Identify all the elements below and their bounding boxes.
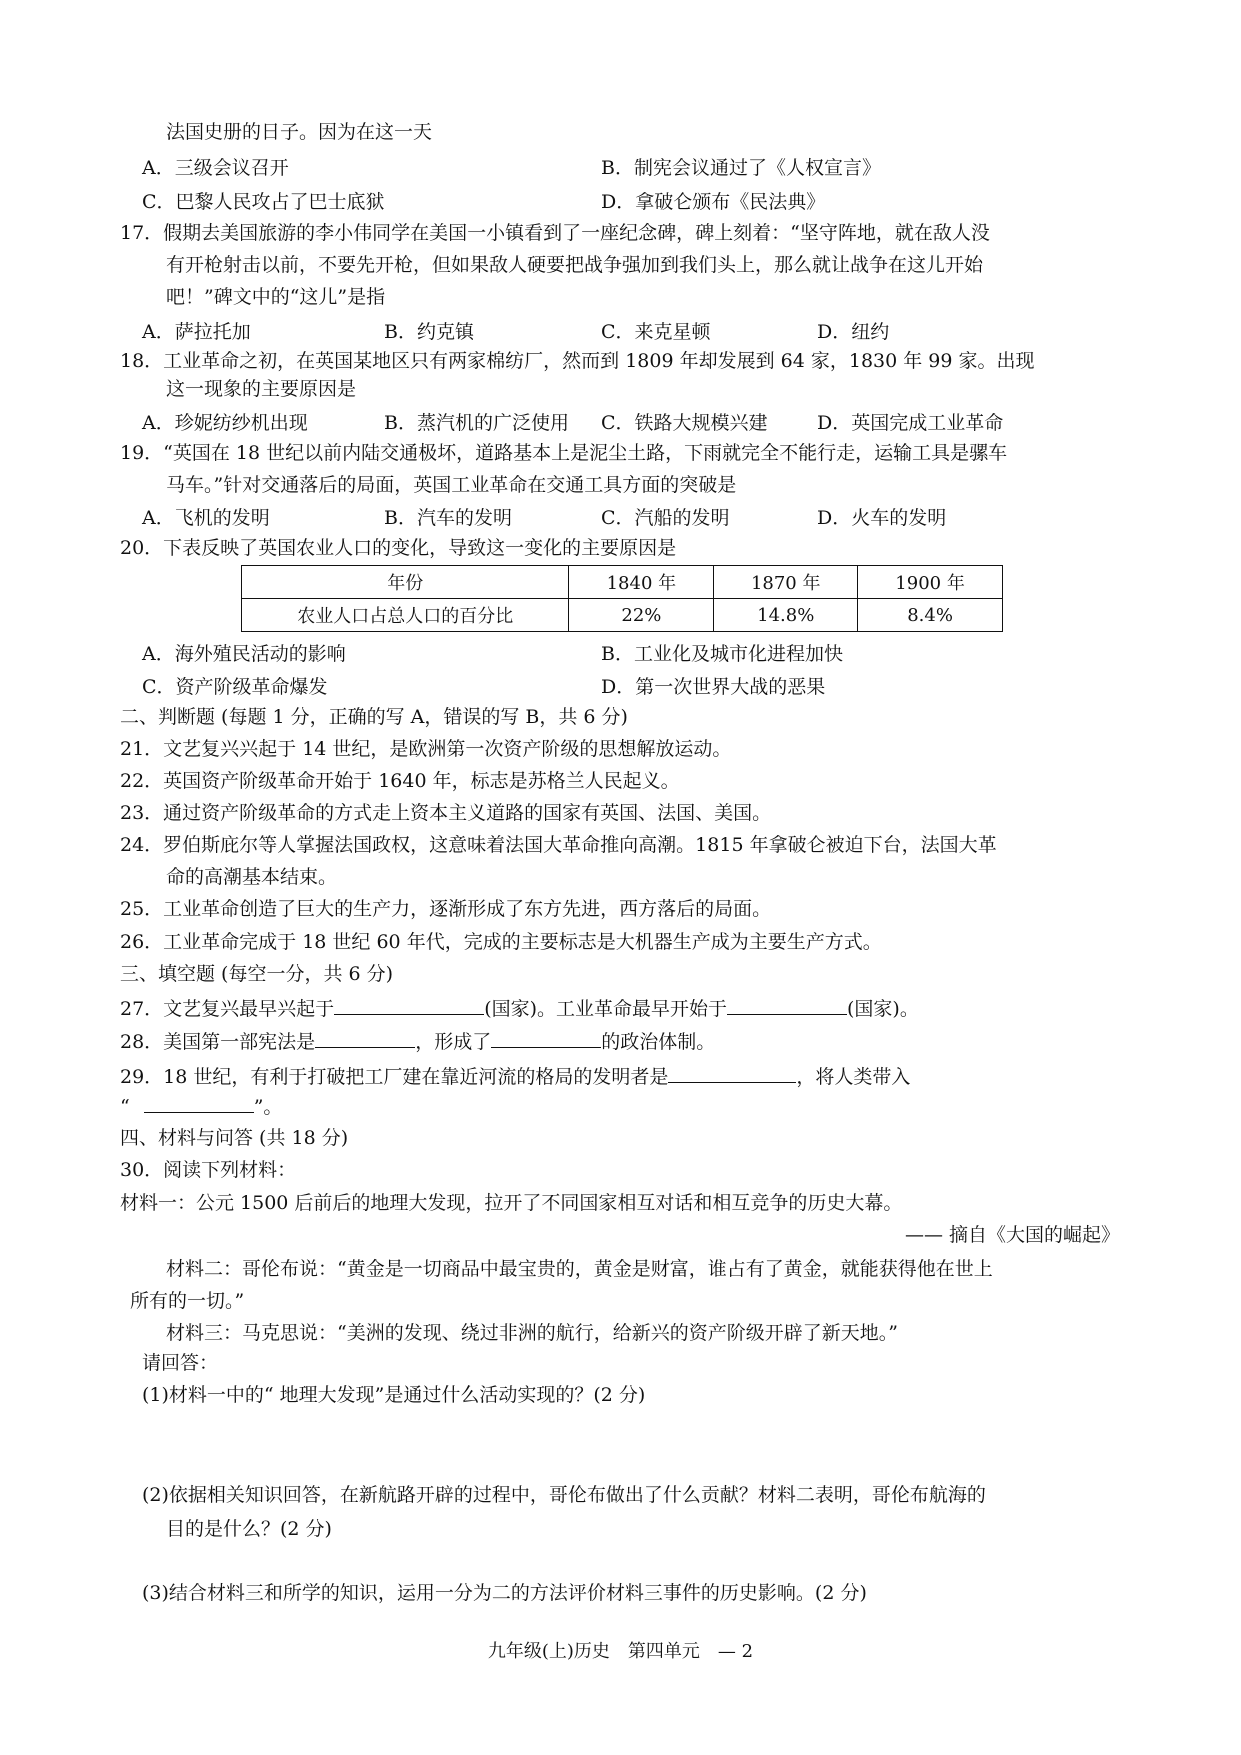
q19-option-b: B．汽车的发明 xyxy=(384,507,512,529)
q26: 26．工业革命完成于 18 世纪 60 年代，完成的主要标志是大机器生产成为主要生产方式。 xyxy=(120,931,882,953)
table-cell: 14.8% xyxy=(714,599,858,632)
sub-question-3: (3)结合材料三和所学的知识，运用一分为二的方法评价材料三事件的历史影响。(2 分) xyxy=(142,1582,867,1604)
q28-text-2: ，形成了 xyxy=(415,1031,492,1053)
material-3: 材料三：马克思说：“美洲的发现、绕过非洲的航行，给新兴的资产阶级开辟了新天地。” xyxy=(166,1322,898,1344)
q19-option-a: A．飞机的发明 xyxy=(142,507,270,529)
table-row xyxy=(242,599,1003,632)
table-cell: 22% xyxy=(569,599,714,632)
section-4-title: 四、材料与问答 (共 18 分) xyxy=(120,1127,349,1149)
q25: 25．工业革命创造了巨大的生产力，逐渐形成了东方先进，西方落后的局面。 xyxy=(120,898,772,920)
q29-text-1: 29．18 世纪，有利于打破把工厂建在靠近河流的格局的发明者是 xyxy=(120,1066,669,1088)
q18-option-a: A．珍妮纺纱机出现 xyxy=(142,412,308,434)
q19-stem-line1: 19．“英国在 18 世纪以前内陆交通极坏，道路基本上是泥尘土路，下雨就完全不能行走，运输工具是骡车 xyxy=(120,442,1008,464)
q29-text-2: ，将人类带入 xyxy=(796,1066,911,1088)
section-3-title: 三、填空题 (每空一分，共 6 分) xyxy=(120,963,394,985)
q18-stem-line1: 18．工业革命之初，在英国某地区只有两家棉纺厂，然而到 1809 年却发展到 64 家，1830 年 99 家。出现 xyxy=(120,350,1035,372)
q20-stem: 20．下表反映了英国农业人口的变化，导致这一变化的主要原因是 xyxy=(120,537,677,559)
page-footer: 九年级(上)历史 第四单元 — 2 xyxy=(487,1641,754,1662)
q27-text-3: (国家)。 xyxy=(847,998,919,1020)
table-cell: 1840 年 xyxy=(569,566,714,599)
q22: 22．英国资产阶级革命开始于 1640 年，标志是苏格兰人民起义。 xyxy=(120,770,680,792)
q20-option-c: C．资产阶级革命爆发 xyxy=(142,676,328,698)
q24-line1: 24．罗伯斯庇尔等人掌握法国政权，这意味着法国大革命推向高潮。1815 年拿破仑被迫下台，法国大革 xyxy=(120,834,997,856)
q19-stem-line2: 马车。”针对交通落后的局面，英国工业革命在交通工具方面的突破是 xyxy=(166,474,737,496)
material-1: 材料一：公元 1500 后前后的地理大发现，拉开了不同国家相互对话和相互竞争的历史大幕。 xyxy=(120,1192,903,1214)
q20-option-b: B．工业化及城市化进程加快 xyxy=(601,643,843,665)
sub-question-2-line1: (2)依据相关知识回答，在新航路开辟的过程中，哥伦布做出了什么贡献？材料二表明，哥伦布航海的 xyxy=(142,1484,986,1506)
q29-answer-blank-1[interactable] xyxy=(668,1062,796,1083)
q17-stem-line3: 吧！”碑文中的“这儿”是指 xyxy=(166,286,386,308)
table-cell: 农业人口占总人口的百分比 xyxy=(242,599,569,632)
q16-option-c: C．巴黎人民攻占了巴士底狱 xyxy=(142,191,385,213)
q17-option-a: A．萨拉托加 xyxy=(142,321,251,343)
q16-option-d: D．拿破仑颁布《民法典》 xyxy=(601,191,826,213)
q29-line2 xyxy=(120,1092,282,1120)
section-2-title: 二、判断题 (每题 1 分，正确的写 A，错误的写 B，共 6 分) xyxy=(120,706,628,728)
table-cell: 1900 年 xyxy=(858,566,1003,599)
q18-stem-line2: 这一现象的主要原因是 xyxy=(166,378,357,400)
q16-option-b: B．制宪会议通过了《人权宣言》 xyxy=(601,157,881,179)
table-cell: 年份 xyxy=(242,566,569,599)
q23: 23．通过资产阶级革命的方式走上资本主义道路的国家有英国、法国、美国。 xyxy=(120,802,772,824)
answer-prompt: 请回答： xyxy=(142,1352,219,1374)
q20-option-a: A．海外殖民活动的影响 xyxy=(142,643,346,665)
q30: 30．阅读下列材料： xyxy=(120,1159,297,1181)
q24-line2: 命的高潮基本结束。 xyxy=(166,866,338,888)
q17-stem-line1: 17．假期去美国旅游的李小伟同学在美国一小镇看到了一座纪念碑，碑上刻着：“坚守阵地，就在敌人没 xyxy=(120,222,990,244)
table-cell: 1870 年 xyxy=(714,566,858,599)
agriculture-population-table xyxy=(241,565,1003,632)
material-2-line1: 材料二：哥伦布说：“黄金是一切商品中最宝贵的，黄金是财富，谁占有了黄金，就能获得他在世上 xyxy=(166,1258,993,1280)
table-header-row xyxy=(242,566,1003,599)
q29-answer-blank-2[interactable] xyxy=(144,1092,254,1113)
q17-option-c: C．来克星顿 xyxy=(601,321,711,343)
q16-option-a: A．三级会议召开 xyxy=(142,157,289,179)
q27-answer-blank-1[interactable] xyxy=(334,994,484,1015)
q18-option-b: B．蒸汽机的广泛使用 xyxy=(384,412,569,434)
q27-text-2: (国家)。工业革命最早开始于 xyxy=(484,998,728,1020)
q28-answer-blank-2[interactable] xyxy=(491,1027,601,1048)
q18-option-c: C．铁路大规模兴建 xyxy=(601,412,768,434)
q28-text-1: 28．美国第一部宪法是 xyxy=(120,1031,316,1053)
sub-question-1: (1)材料一中的“ 地理大发现”是通过什么活动实现的？(2 分) xyxy=(142,1384,646,1406)
q17-stem-line2: 有开枪射击以前，不要先开枪，但如果敌人硬要把战争强加到我们头上，那么就让战争在这儿开始 xyxy=(166,254,984,276)
q21: 21．文艺复兴兴起于 14 世纪，是欧洲第一次资产阶级的思想解放运动。 xyxy=(120,738,732,760)
q28 xyxy=(120,1027,715,1055)
q20-option-d: D．第一次世界大战的恶果 xyxy=(601,676,826,698)
sub-question-2-line2: 目的是什么？(2 分) xyxy=(166,1518,332,1540)
q17-option-b: B．约克镇 xyxy=(384,321,474,343)
table-cell: 8.4% xyxy=(858,599,1003,632)
q28-answer-blank-1[interactable] xyxy=(315,1027,415,1048)
q27 xyxy=(120,994,919,1022)
q17-option-d: D．纽约 xyxy=(817,321,890,343)
q29-open-quote: “ xyxy=(120,1096,130,1118)
q29-line1 xyxy=(120,1062,910,1090)
q28-text-3: 的政治体制。 xyxy=(601,1031,716,1053)
q18-option-d: D．英国完成工业革命 xyxy=(817,412,1004,434)
q29-close-quote: ”。 xyxy=(253,1096,283,1118)
q19-option-d: D．火车的发明 xyxy=(817,507,947,529)
q19-option-c: C．汽船的发明 xyxy=(601,507,730,529)
material-2-line2: 所有的一切。” xyxy=(130,1290,245,1312)
q27-answer-blank-2[interactable] xyxy=(727,994,847,1015)
material-1-source: —— 摘自《大国的崛起》 xyxy=(904,1224,1120,1246)
q27-text-1: 27．文艺复兴最早兴起于 xyxy=(120,998,335,1020)
q16-continuation: 法国史册的日子。因为在这一天 xyxy=(166,121,433,143)
